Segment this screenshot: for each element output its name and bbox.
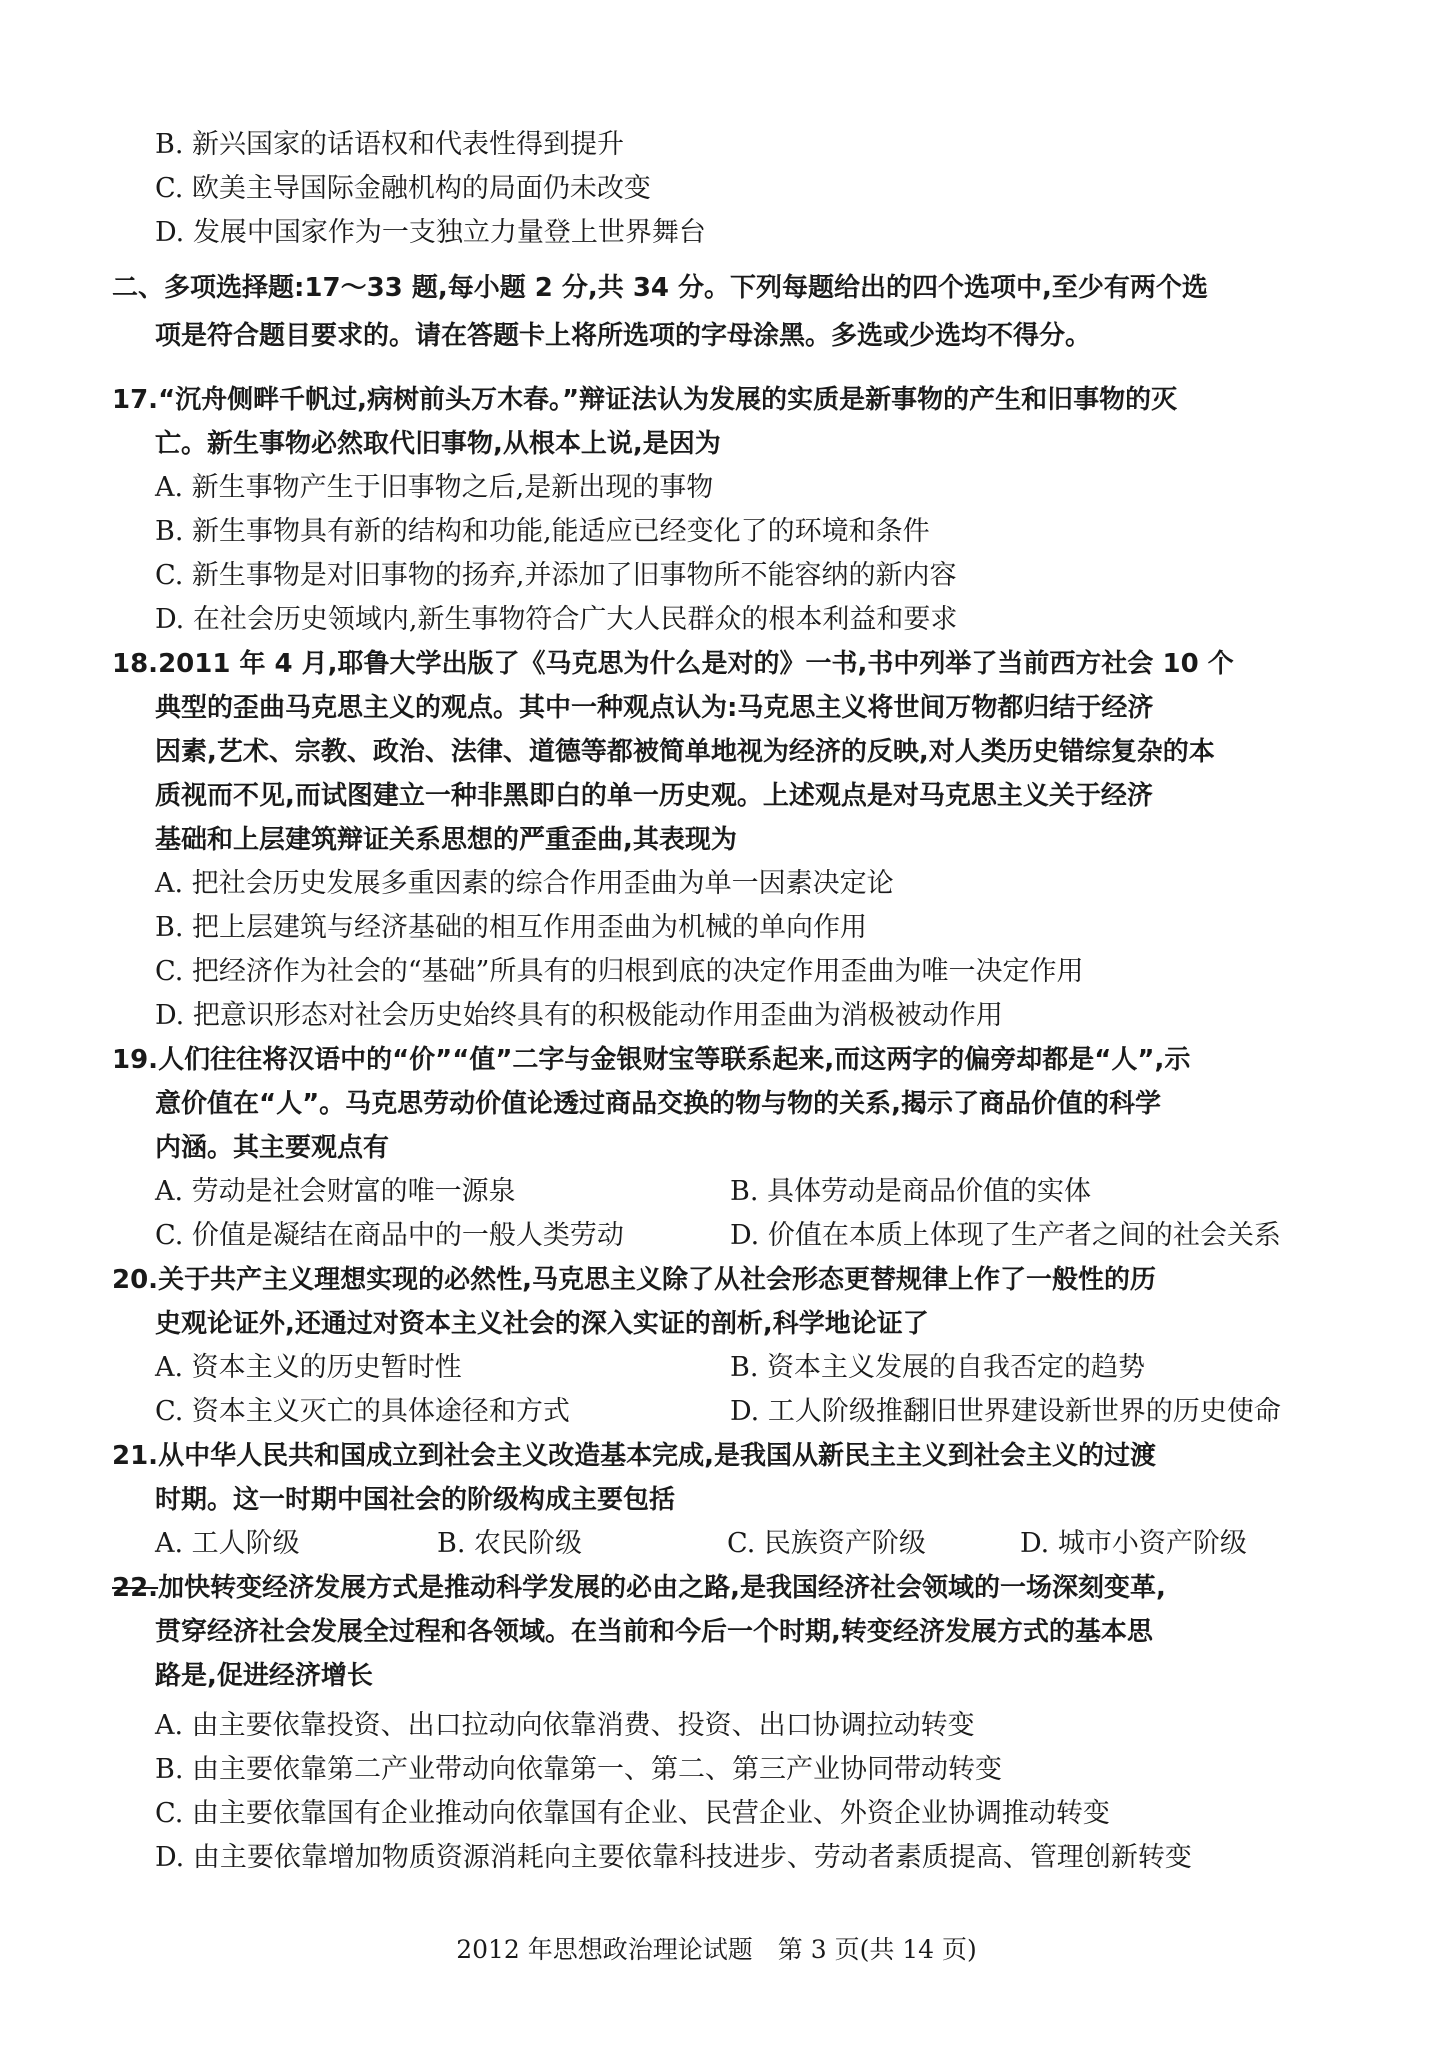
q22-option-c: C. 由主要依靠国有企业推动向依靠国有企业、民营企业、外资企业协调推动转变 xyxy=(155,1798,1110,1829)
question-22-stem-cont: 路是,促进经济增长 xyxy=(155,1661,373,1691)
question-number: 18. xyxy=(112,649,159,679)
question-18-stem-cont: 因素,艺术、宗教、政治、法律、道德等都被简单地视为经济的反映,对人类历史错综复杂的本 xyxy=(155,737,1215,767)
section-heading-line1: 二、多项选择题:17～33 题,每小题 2 分,共 34 分。下列每题给出的四个选项中,至少有两个选 xyxy=(112,273,1208,303)
q19-option-a: A. 劳动是社会财富的唯一源泉 xyxy=(155,1176,516,1207)
prev-option-d: D. 发展中国家作为一支独立力量登上世界舞台 xyxy=(155,217,706,248)
q22-option-d: D. 由主要依靠增加物质资源消耗向主要依靠科技进步、劳动者素质提高、管理创新转变 xyxy=(155,1842,1192,1873)
question-stem: 关于共产主义理想实现的必然性,马克思主义除了从社会形态更替规律上作了一般性的历 xyxy=(158,1265,1156,1295)
question-stem: 从中华人民共和国成立到社会主义改造基本完成,是我国从新民主主义到社会主义的过渡 xyxy=(158,1441,1156,1471)
q19-option-d: D. 价值在本质上体现了生产者之间的社会关系 xyxy=(730,1220,1281,1251)
section-heading-line2: 项是符合题目要求的。请在答题卡上将所选项的字母涂黑。多选或少选均不得分。 xyxy=(155,321,1092,351)
q20-option-d: D. 工人阶级推翻旧世界建设新世界的历史使命 xyxy=(730,1396,1281,1427)
question-22 xyxy=(112,1570,1166,1606)
question-stem: 2011 年 4 月,耶鲁大学出版了《马克思为什么是对的》一书,书中列举了当前西方社会 10 个 xyxy=(158,649,1234,679)
q20-option-c: C. 资本主义灭亡的具体途径和方式 xyxy=(155,1396,570,1427)
q22-option-a: A. 由主要依靠投资、出口拉动向依靠消费、投资、出口协调拉动转变 xyxy=(155,1710,975,1741)
q18-option-c: C. 把经济作为社会的“基础”所具有的归根到底的决定作用歪曲为唯一决定作用 xyxy=(155,956,1084,987)
question-stem: 人们往往将汉语中的“价”“值”二字与金银财宝等联系起来,而这两字的偏旁却都是“人”,示 xyxy=(158,1045,1191,1075)
q17-option-b: B. 新生事物具有新的结构和功能,能适应已经变化了的环境和条件 xyxy=(155,516,930,547)
q18-option-a: A. 把社会历史发展多重因素的综合作用歪曲为单一因素决定论 xyxy=(155,868,894,899)
question-18-stem-cont: 基础和上层建筑辩证关系思想的严重歪曲,其表现为 xyxy=(155,825,737,855)
question-number: 19. xyxy=(112,1045,159,1075)
q19-option-b: B. 具体劳动是商品价值的实体 xyxy=(730,1176,1092,1207)
q22-option-b: B. 由主要依靠第二产业带动向依靠第一、第二、第三产业协同带动转变 xyxy=(155,1754,1003,1785)
prev-option-b: B. 新兴国家的话语权和代表性得到提升 xyxy=(155,129,625,160)
question-number: 20. xyxy=(112,1265,159,1295)
question-stem: 加快转变经济发展方式是推动科学发展的必由之路,是我国经济社会领域的一场深刻变革, xyxy=(158,1573,1166,1603)
question-number: 17. xyxy=(112,385,159,415)
question-21-stem-cont: 时期。这一时期中国社会的阶级构成主要包括 xyxy=(155,1485,676,1515)
question-20 xyxy=(112,1262,1156,1298)
q21-option-d: D. 城市小资产阶级 xyxy=(1020,1528,1247,1559)
q21-option-a: A. 工人阶级 xyxy=(155,1528,300,1559)
question-19 xyxy=(112,1042,1190,1078)
q17-option-c: C. 新生事物是对旧事物的扬弃,并添加了旧事物所不能容纳的新内容 xyxy=(155,560,957,591)
page-footer: 2012 年思想政治理论试题 第 3 页(共 14 页) xyxy=(456,1935,977,1964)
question-17-stem-cont: 亡。新生事物必然取代旧事物,从根本上说,是因为 xyxy=(155,429,721,459)
question-stem: “沉舟侧畔千帆过,病树前头万木春。”辩证法认为发展的实质是新事物的产生和旧事物的灭 xyxy=(158,385,1178,415)
question-22-stem-cont: 贯穿经济社会发展全过程和各领域。在当前和今后一个时期,转变经济发展方式的基本思 xyxy=(155,1617,1153,1647)
question-18 xyxy=(112,646,1234,682)
q21-option-b: B. 农民阶级 xyxy=(437,1528,583,1559)
question-19-stem-cont: 内涵。其主要观点有 xyxy=(155,1133,390,1163)
q18-option-b: B. 把上层建筑与经济基础的相互作用歪曲为机械的单向作用 xyxy=(155,912,868,943)
question-21 xyxy=(112,1438,1156,1474)
question-19-stem-cont: 意价值在“人”。马克思劳动价值论透过商品交换的物与物的关系,揭示了商品价值的科学 xyxy=(155,1089,1162,1119)
question-18-stem-cont: 质视而不见,而试图建立一种非黑即白的单一历史观。上述观点是对马克思主义关于经济 xyxy=(155,781,1153,811)
q18-option-d: D. 把意识形态对社会历史始终具有的积极能动作用歪曲为消极被动作用 xyxy=(155,1000,1003,1031)
question-17 xyxy=(112,382,1177,418)
q17-option-a: A. 新生事物产生于旧事物之后,是新出现的事物 xyxy=(155,472,714,503)
question-number: 22. xyxy=(112,1573,159,1603)
prev-option-c: C. 欧美主导国际金融机构的局面仍未改变 xyxy=(155,173,651,204)
question-18-stem-cont: 典型的歪曲马克思主义的观点。其中一种观点认为:马克思主义将世间万物都归结于经济 xyxy=(155,693,1154,723)
q21-option-c: C. 民族资产阶级 xyxy=(727,1528,926,1559)
q20-option-b: B. 资本主义发展的自我否定的趋势 xyxy=(730,1352,1146,1383)
q19-option-c: C. 价值是凝结在商品中的一般人类劳动 xyxy=(155,1220,624,1251)
q20-option-a: A. 资本主义的历史暂时性 xyxy=(155,1352,462,1383)
question-number: 21. xyxy=(112,1441,159,1471)
q17-option-d: D. 在社会历史领域内,新生事物符合广大人民群众的根本利益和要求 xyxy=(155,604,958,635)
question-20-stem-cont: 史观论证外,还通过对资本主义社会的深入实证的剖析,科学地论证了 xyxy=(155,1309,929,1339)
